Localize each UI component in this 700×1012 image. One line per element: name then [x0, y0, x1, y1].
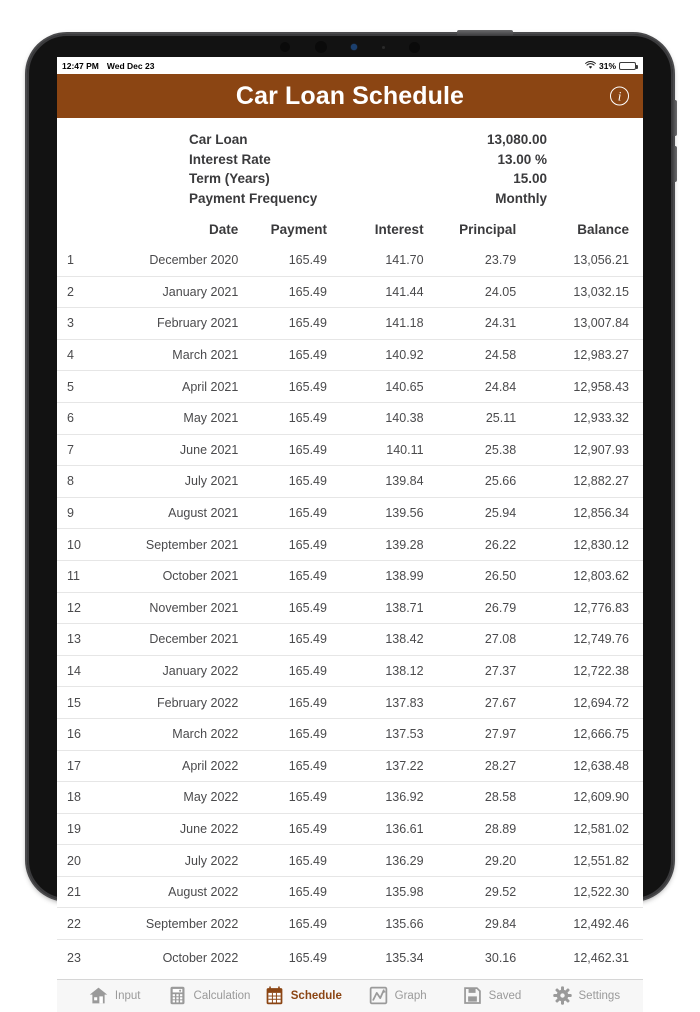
battery-icon [619, 62, 636, 70]
tab-settings[interactable] [539, 980, 633, 1012]
table-row[interactable] [57, 245, 643, 276]
table-cell: February 2021 [103, 308, 250, 340]
table-cell: 165.49 [250, 308, 345, 340]
calendar-icon [264, 985, 285, 1006]
table-cell: 12,581.02 [530, 813, 643, 845]
table-cell: 25.94 [438, 497, 531, 529]
table-row[interactable] [57, 876, 643, 908]
house-icon [88, 985, 109, 1006]
table-row[interactable] [57, 371, 643, 403]
table-cell: 12,551.82 [530, 845, 643, 877]
table-cell: 25.38 [438, 434, 531, 466]
table-cell: October 2021 [103, 560, 250, 592]
tab-schedule[interactable] [256, 980, 350, 1012]
table-cell: 165.49 [250, 939, 345, 978]
tab-graph[interactable] [350, 980, 444, 1012]
table-cell: 28.27 [438, 750, 531, 782]
table-cell: 24.05 [438, 276, 531, 308]
table-cell: November 2021 [103, 592, 250, 624]
table-cell: 138.12 [345, 655, 438, 687]
column-header [57, 222, 103, 245]
table-cell: 140.92 [345, 339, 438, 371]
table-cell: 12,776.83 [530, 592, 643, 624]
summary-value: 13.00 % [497, 151, 547, 167]
table-cell: February 2022 [103, 687, 250, 719]
table-cell: 12 [57, 592, 103, 624]
column-header: Payment [270, 222, 327, 237]
table-row[interactable] [57, 908, 643, 940]
front-camera-array [280, 41, 420, 53]
table-cell: 12,749.76 [530, 624, 643, 656]
table-cell: 165.49 [250, 687, 345, 719]
table-row[interactable] [57, 624, 643, 656]
schedule-content [57, 118, 643, 979]
table-cell: 141.18 [345, 308, 438, 340]
table-cell: 165.49 [250, 655, 345, 687]
table-cell: 12,638.48 [530, 750, 643, 782]
tablet-screen [57, 57, 643, 1002]
table-cell: 12,882.27 [530, 466, 643, 498]
table-cell: August 2021 [103, 497, 250, 529]
table-row[interactable] [57, 687, 643, 719]
volume-up-button[interactable] [672, 100, 677, 136]
tablet-device-frame [27, 34, 673, 1002]
table-cell: 12,958.43 [530, 371, 643, 403]
table-cell: 136.61 [345, 813, 438, 845]
table-cell: 165.49 [250, 371, 345, 403]
table-cell: 17 [57, 750, 103, 782]
table-cell: 12,856.34 [530, 497, 643, 529]
summary-label: Car Loan [189, 132, 248, 147]
table-cell: 18 [57, 782, 103, 814]
table-cell: March 2022 [103, 718, 250, 750]
table-row[interactable] [57, 655, 643, 687]
table-cell: 7 [57, 434, 103, 466]
table-cell: March 2021 [103, 339, 250, 371]
table-cell: 11 [57, 560, 103, 592]
table-cell: 26.50 [438, 560, 531, 592]
table-row[interactable] [57, 782, 643, 814]
table-cell: 28.89 [438, 813, 531, 845]
table-cell: 165.49 [250, 529, 345, 561]
table-row[interactable] [57, 750, 643, 782]
ambient-light-sensor [382, 46, 385, 49]
column-header: Balance [577, 222, 629, 237]
table-row[interactable] [57, 560, 643, 592]
table-cell: 27.08 [438, 624, 531, 656]
battery-percent-label: 31% [598, 60, 616, 71]
table-cell: 135.34 [345, 939, 438, 978]
table-cell: 140.11 [345, 434, 438, 466]
table-cell: 12,803.62 [530, 560, 643, 592]
tab-calculation[interactable] [161, 980, 255, 1012]
column-header: Interest [374, 222, 424, 237]
tab-label: Schedule [290, 989, 342, 1002]
table-cell: May 2022 [103, 782, 250, 814]
tab-label: Settings [578, 989, 621, 1002]
table-cell: 24.84 [438, 371, 531, 403]
table-cell: 13,007.84 [530, 308, 643, 340]
table-cell: 165.49 [288, 253, 327, 268]
table-cell: 12,933.32 [530, 402, 643, 434]
table-cell: 139.56 [345, 497, 438, 529]
table-cell: 25.66 [438, 466, 531, 498]
table-cell: July 2021 [103, 466, 250, 498]
table-cell: 136.92 [345, 782, 438, 814]
table-cell: 137.22 [345, 750, 438, 782]
table-cell: 165.49 [250, 908, 345, 940]
status-bar-right [585, 61, 636, 71]
table-cell: October 2022 [103, 939, 250, 978]
summary-row [189, 130, 547, 150]
table-cell: 12,666.75 [530, 718, 643, 750]
wifi-icon [585, 61, 596, 70]
table-cell: 165.49 [250, 402, 345, 434]
table-cell: 2 [57, 276, 103, 308]
table-cell: 12,492.46 [530, 908, 643, 940]
status-bar-left [62, 61, 154, 71]
table-cell: 137.83 [345, 687, 438, 719]
table-cell: 27.97 [438, 718, 531, 750]
table-cell: 26.79 [438, 592, 531, 624]
table-cell: 165.49 [250, 497, 345, 529]
table-cell: 9 [57, 497, 103, 529]
table-row[interactable] [57, 592, 643, 624]
summary-value: 15.00 [513, 171, 547, 186]
table-cell: 165.49 [250, 592, 345, 624]
bottom-tab-bar [57, 979, 643, 1012]
summary-row [189, 189, 547, 209]
table-cell: 23.79 [484, 253, 517, 268]
status-bar [57, 57, 643, 74]
table-cell: 138.71 [345, 592, 438, 624]
table-body [57, 245, 643, 979]
calculator-icon [167, 985, 188, 1006]
table-cell: 136.29 [345, 845, 438, 877]
table-cell: 165.49 [250, 434, 345, 466]
table-row[interactable] [57, 339, 643, 371]
table-cell: September 2022 [103, 908, 250, 940]
gear-icon [552, 985, 573, 1006]
line-chart-icon [368, 985, 389, 1006]
table-cell: 12,609.90 [530, 782, 643, 814]
tab-saved[interactable] [444, 980, 538, 1012]
table-cell: 29.52 [438, 876, 531, 908]
table-row[interactable] [57, 813, 643, 845]
summary-label: Payment Frequency [189, 190, 318, 206]
table-cell: 139.28 [345, 529, 438, 561]
table-cell: 138.99 [345, 560, 438, 592]
table-cell: 165.49 [250, 339, 345, 371]
table-cell: January 2021 [103, 276, 250, 308]
table-cell: 165.49 [250, 718, 345, 750]
table-cell: 16 [57, 718, 103, 750]
table-cell: 10 [57, 529, 103, 561]
tab-input[interactable] [67, 980, 161, 1012]
table-cell: 141.44 [345, 276, 438, 308]
table-cell: 140.65 [345, 371, 438, 403]
table-cell: 29.20 [438, 845, 531, 877]
table-cell: January 2022 [103, 655, 250, 687]
table-cell: June 2021 [103, 434, 250, 466]
table-cell: 6 [57, 402, 103, 434]
table-row[interactable] [57, 402, 643, 434]
table-cell: 13 [57, 624, 103, 656]
summary-label: Interest Rate [189, 151, 271, 167]
table-cell: 1 [67, 253, 74, 268]
summary-row [189, 150, 547, 170]
table-cell: 165.49 [250, 813, 345, 845]
table-cell: 135.98 [345, 876, 438, 908]
table-cell: 27.67 [438, 687, 531, 719]
table-cell: May 2021 [103, 402, 250, 434]
table-cell: 138.42 [345, 624, 438, 656]
table-cell: 29.84 [438, 908, 531, 940]
table-cell: 14 [57, 655, 103, 687]
table-cell: April 2022 [103, 750, 250, 782]
table-cell: 3 [57, 308, 103, 340]
camera-lens [315, 41, 327, 53]
page-title: Car Loan Schedule [235, 81, 465, 110]
table-row[interactable] [57, 434, 643, 466]
status-date: Wed Dec 23 [106, 60, 155, 71]
table-row[interactable] [57, 276, 643, 308]
table-cell: 165.49 [250, 466, 345, 498]
loan-summary [57, 130, 643, 208]
tab-label: Input [114, 989, 141, 1002]
power-button[interactable] [457, 30, 513, 36]
info-icon[interactable]: i [610, 87, 629, 106]
table-cell: 165.49 [250, 276, 345, 308]
table-cell: 13,056.21 [573, 253, 629, 268]
table-cell: 165.49 [250, 782, 345, 814]
tab-label: Calculation [193, 989, 251, 1002]
volume-down-button[interactable] [672, 146, 677, 182]
table-cell: 12,722.38 [530, 655, 643, 687]
table-cell: 12,983.27 [530, 339, 643, 371]
table-cell: 137.53 [345, 718, 438, 750]
tab-label: Saved [488, 989, 522, 1002]
summary-label: Term (Years) [189, 171, 270, 186]
table-cell: April 2021 [103, 371, 250, 403]
table-row[interactable] [57, 497, 643, 529]
table-row[interactable] [57, 940, 643, 979]
table-cell: 140.38 [345, 402, 438, 434]
table-cell: 25.11 [438, 402, 531, 434]
summary-row [189, 169, 547, 189]
table-cell: 165.49 [250, 876, 345, 908]
table-cell: 21 [57, 876, 103, 908]
table-cell: September 2021 [103, 529, 250, 561]
table-cell: 23 [57, 939, 103, 978]
table-cell: 24.31 [438, 308, 531, 340]
sensor-dot [280, 42, 290, 52]
column-header: Date [209, 222, 239, 237]
table-header [57, 222, 643, 245]
table-cell: 12,907.93 [530, 434, 643, 466]
table-cell: 28.58 [438, 782, 531, 814]
table-cell: 165.49 [250, 560, 345, 592]
table-cell: 135.66 [345, 908, 438, 940]
summary-value: 13,080.00 [486, 132, 547, 147]
table-cell: 24.58 [438, 339, 531, 371]
table-row[interactable] [57, 718, 643, 750]
status-time: 12:47 PM [62, 60, 99, 71]
table-cell: December 2021 [103, 624, 250, 656]
table-row[interactable] [57, 308, 643, 340]
table-cell: 4 [57, 339, 103, 371]
table-cell: 12,462.31 [530, 939, 643, 978]
table-row[interactable] [57, 529, 643, 561]
table-cell: 30.16 [438, 939, 531, 978]
table-cell: 26.22 [438, 529, 531, 561]
table-row[interactable] [57, 466, 643, 498]
table-cell: 20 [57, 845, 103, 877]
table-cell: 165.49 [250, 624, 345, 656]
table-cell: 141.70 [385, 253, 424, 268]
table-header-row [57, 222, 643, 245]
amortization-schedule-table [57, 222, 643, 979]
column-header: Principal [459, 222, 517, 237]
table-cell: 12,830.12 [530, 529, 643, 561]
table-cell: 8 [57, 466, 103, 498]
table-cell: June 2022 [103, 813, 250, 845]
table-cell: December 2020 [149, 253, 239, 268]
tab-label: Graph [394, 989, 427, 1002]
table-cell: 165.49 [250, 750, 345, 782]
table-cell: July 2022 [103, 845, 250, 877]
table-cell: 15 [57, 687, 103, 719]
summary-value: Monthly [495, 190, 547, 206]
table-cell: 19 [57, 813, 103, 845]
table-cell: 165.49 [250, 845, 345, 877]
table-cell: 22 [57, 908, 103, 940]
table-cell: August 2022 [103, 876, 250, 908]
app-header [57, 74, 643, 118]
table-cell: 12,694.72 [530, 687, 643, 719]
table-cell: 5 [57, 371, 103, 403]
camera-lens-secondary [409, 42, 420, 53]
table-cell: 13,032.15 [530, 276, 643, 308]
depth-sensor-icon [351, 44, 357, 50]
floppy-disk-icon [462, 985, 483, 1006]
table-cell: 27.37 [438, 655, 531, 687]
table-cell: 139.84 [345, 466, 438, 498]
table-cell: 12,522.30 [530, 876, 643, 908]
